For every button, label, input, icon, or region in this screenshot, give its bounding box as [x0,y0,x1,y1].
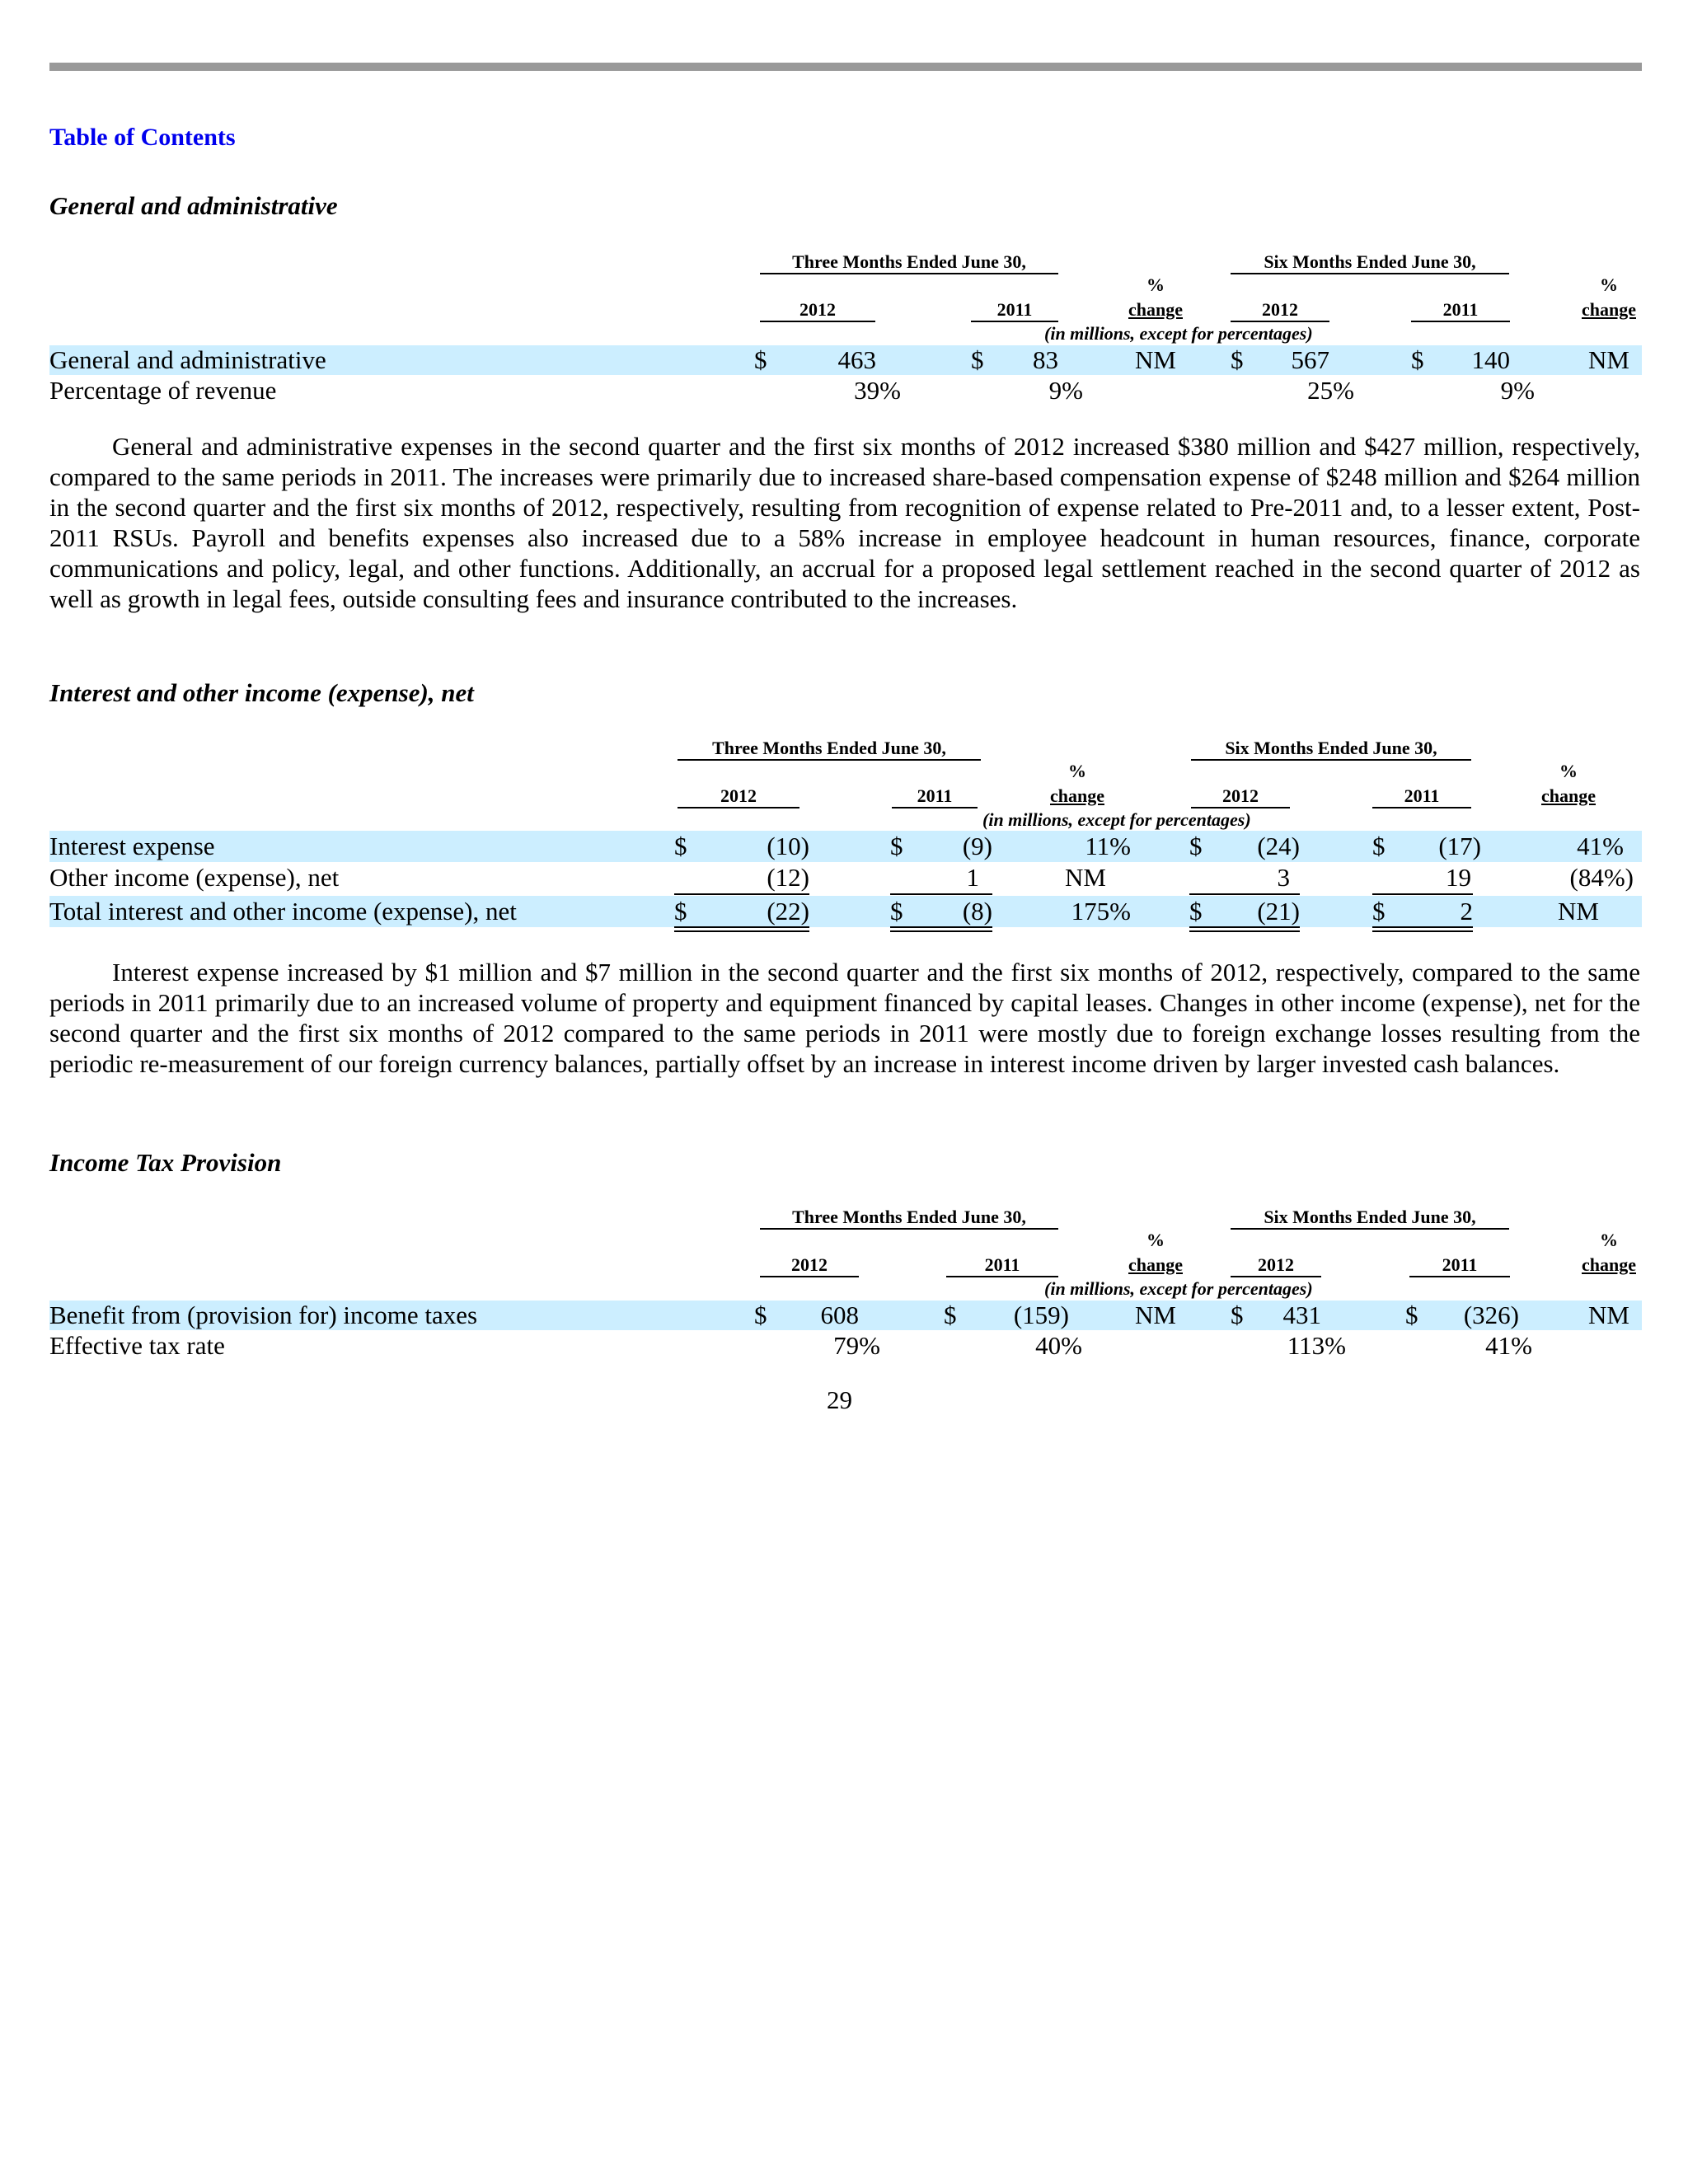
value-h1-change: NM [1588,1301,1629,1329]
paragraph-interest: Interest expense increased by $1 million and $7 million in the second quarter and the first six months of 2012, respectively, compared to the same periods in 2011 primarily due to an increased volume of property and equipment financed by capital leases. Changes in other income (expense), net for the second quarter and the first six months of 2012 compared to the same periods in 2011 were mostly due to foreign exchange losses resulting from the periodic re-measurement of our foreign currency balances, partially offset by an increase in interest income driven by larger invested cash balances. [49,958,1640,1078]
paragraph-ga: General and administrative expenses in the second quarter and the first six months of 2012 increased $380 million and $427 million, respectively, compared to the same periods in 2011. The increases were primarily due to increased share-based compensation expense of $248 million and $264 million in the second quarter and the first six months of 2012, respectively, resulting from recognition of expense related to Pre-2011 and, to a lesser extent, Post-2011 RSUs. Payroll and benefits expenses also increased due to a 58% increase in employee headcount in human resources, finance, corporate communications and policy, legal, and other functions. Additionally, an accrual for a proposed legal settlement reached in the second quarter of 2012 as well as growth in legal fees, outside consulting fees and insurance contributed to the increases. [49,432,1640,613]
value-h1-2012: 3 [1277,863,1290,892]
header-units-note: (in millions, except for percentages) [982,809,1251,830]
currency-symbol: $ [1372,832,1386,860]
value-h1-2011: 9% [1500,376,1535,405]
header-year-2011: 2011 [946,1254,1058,1277]
currency-symbol: $ [971,345,984,374]
header-year-2012: 2012 [1231,1254,1321,1277]
header-change: change [1050,785,1104,806]
header-pct-symbol: % [1068,761,1086,781]
subtotal-rule [1189,893,1300,895]
value-h1-change: (84%) [1569,863,1634,892]
subtotal-rule [1372,893,1473,895]
row-label: Percentage of revenue [49,376,277,405]
value-h1-2011: (326) [1463,1301,1519,1329]
value-h1-2011: 2 [1460,897,1473,926]
value-h1-2012: 25% [1307,376,1354,405]
value-h1-2011: 41% [1485,1331,1532,1360]
header-six-months: Six Months Ended June 30, [1191,738,1471,761]
value-q2-2012: 608 [820,1301,859,1329]
row-label: Benefit from (provision for) income taxes [49,1301,478,1329]
header-three-months: Three Months Ended June 30, [760,1207,1058,1230]
total-double-rule [674,926,809,928]
currency-symbol: $ [890,897,903,926]
header-pct-symbol: % [1146,274,1165,295]
header-change: change [1541,785,1596,806]
value-q2-change: NM [1135,345,1176,374]
top-rule [49,63,1642,71]
subtotal-rule [890,893,992,895]
header-year-2011: 2011 [1411,299,1510,322]
value-h1-2011: 19 [1446,863,1471,892]
header-six-months: Six Months Ended June 30, [1231,251,1509,274]
total-double-rule [890,926,992,928]
value-q2-2011: 1 [966,863,979,892]
value-q2-2011: 83 [1033,345,1058,374]
total-double-rule [1189,926,1300,928]
header-six-months: Six Months Ended June 30, [1231,1207,1509,1230]
value-q2-2011: 40% [1035,1331,1082,1360]
currency-symbol: $ [1372,897,1386,926]
value-h1-2012: 113% [1287,1331,1346,1360]
header-change: change [1128,299,1183,320]
header-year-2012: 2012 [760,299,875,322]
currency-symbol: $ [674,897,687,926]
value-q2-change: 11% [1085,832,1131,860]
value-h1-2011: (17) [1438,832,1481,860]
value-q2-2011: (9) [962,832,992,860]
value-q2-2012: (10) [767,832,809,860]
value-h1-2012: (21) [1257,897,1300,926]
header-pct-symbol: % [1600,274,1618,295]
subtotal-rule [674,893,809,895]
header-year-2012: 2012 [760,1254,859,1277]
header-change: change [1582,299,1636,320]
currency-symbol: $ [1231,345,1244,374]
row-label: Other income (expense), net [49,863,340,892]
row-label: General and administrative [49,345,326,374]
currency-symbol: $ [1231,1301,1244,1329]
header-three-months: Three Months Ended June 30, [760,251,1058,274]
total-double-rule [674,930,809,932]
table-of-contents-link[interactable]: Table of Contents [49,124,236,151]
header-year-2011: 2011 [971,299,1058,322]
header-year-2011: 2011 [892,785,978,808]
currency-symbol: $ [754,345,767,374]
currency-symbol: $ [1405,1301,1418,1329]
value-h1-2012: (24) [1257,832,1300,860]
header-three-months: Three Months Ended June 30, [678,738,981,761]
header-pct-symbol: % [1600,1230,1618,1250]
total-double-rule [890,930,992,932]
header-units-note: (in millions, except for percentages) [1044,323,1313,344]
header-pct-symbol: % [1146,1230,1165,1250]
header-year-2011: 2011 [1409,1254,1510,1277]
header-year-2012: 2012 [1191,785,1290,808]
currency-symbol: $ [890,832,903,860]
value-h1-2011: 140 [1471,345,1510,374]
value-q2-2011: (8) [962,897,992,926]
value-h1-change: NM [1558,897,1599,926]
value-h1-change: NM [1588,345,1629,374]
total-double-rule [1372,930,1473,932]
currency-symbol: $ [1189,897,1203,926]
currency-symbol: $ [674,832,687,860]
section-heading-interest: Interest and other income (expense), net [49,678,474,707]
section-heading-tax: Income Tax Provision [49,1148,282,1177]
value-h1-2012: 431 [1282,1301,1321,1329]
value-h1-2012: 567 [1291,345,1329,374]
value-q2-change: NM [1135,1301,1176,1329]
header-change: change [1582,1254,1636,1275]
value-h1-change: 41% [1577,832,1624,860]
row-label: Interest expense [49,832,215,860]
header-year-2011: 2011 [1372,785,1471,808]
header-units-note: (in millions, except for percentages) [1044,1278,1313,1299]
header-year-2012: 2012 [1231,299,1329,322]
value-q2-2011: 9% [1048,376,1083,405]
header-change: change [1128,1254,1183,1275]
value-q2-2012: (12) [767,863,809,892]
header-year-2012: 2012 [678,785,799,808]
total-double-rule [1189,930,1300,932]
value-q2-2012: 79% [833,1331,880,1360]
currency-symbol: $ [944,1301,957,1329]
section-heading-ga: General and administrative [49,191,338,220]
header-pct-symbol: % [1559,761,1578,781]
row-label: Effective tax rate [49,1331,225,1360]
value-q2-change: 175% [1071,897,1131,926]
value-q2-change: NM [1065,863,1106,892]
currency-symbol: $ [1411,345,1424,374]
total-double-rule [1372,926,1473,928]
value-q2-2012: 463 [837,345,876,374]
currency-symbol: $ [754,1301,767,1329]
row-label: Total interest and other income (expense), net [49,897,517,926]
value-q2-2012: (22) [767,897,809,926]
currency-symbol: $ [1189,832,1203,860]
page-number: 29 [827,1385,852,1414]
value-q2-2012: 39% [854,376,901,405]
value-q2-2011: (159) [1013,1301,1069,1329]
